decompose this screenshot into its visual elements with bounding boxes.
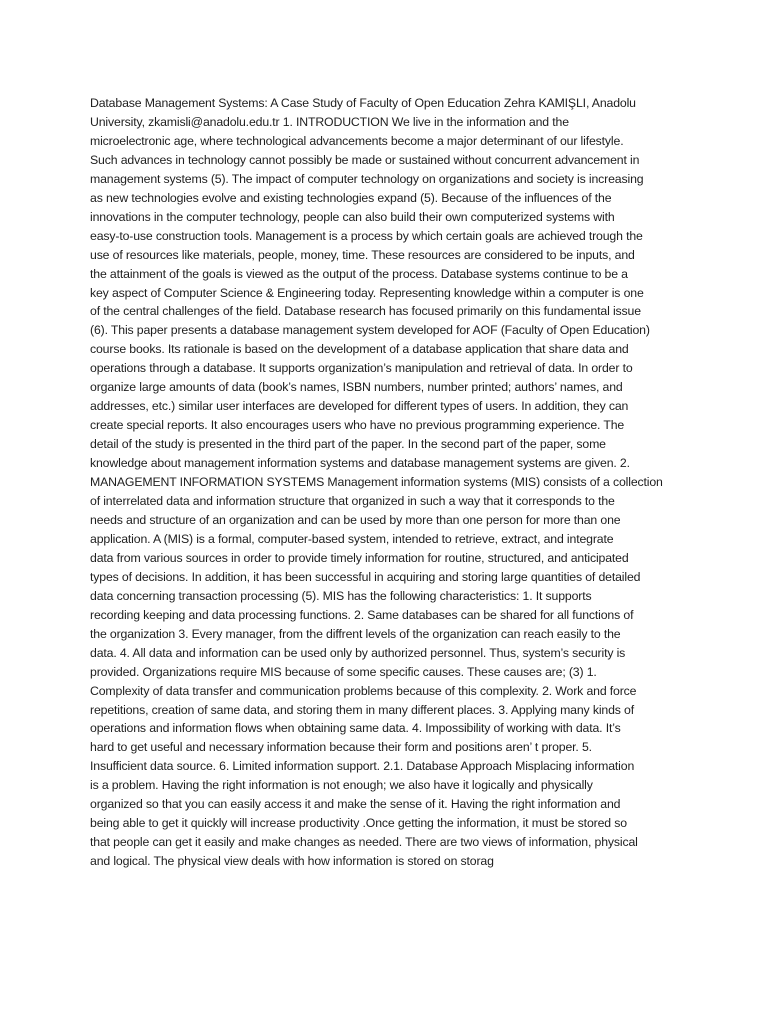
text-line: course books. Its rationale is based on the development of a database application that share data and — [90, 342, 629, 357]
text-line: create special reports. It also encourages users who have no previous programming experience. The — [90, 418, 625, 433]
text-line: microelectronic age, where technological advancements become a major determinant of our lifestyle. — [90, 133, 624, 148]
text-line: Such advances in technology cannot possibly be made or sustained without concurrent advancement in — [90, 152, 640, 167]
text-line: the attainment of the goals is viewed as the output of the process. Database systems continue to be a — [90, 266, 628, 281]
text-line: needs and structure of an organization and can be used by more than one person for more than one — [90, 512, 621, 527]
text-line: (6). This paper presents a database management system developed for AOF (Faculty of Open Education) — [90, 323, 650, 338]
text-line: University, zkamisli@anadolu.edu.tr 1. INTRODUCTION We live in the information and the — [90, 114, 569, 129]
text-line: Insufficient data source. 6. Limited information support. 2.1. Database Approach Misplacing information — [90, 759, 635, 774]
text-line: types of decisions. In addition, it has been successful in acquiring and storing large quantities of detailed — [90, 569, 641, 584]
text-line: of the central challenges of the field. Database research has focused primarily on this fundamental issue — [90, 304, 641, 319]
text-line: management systems (5). The impact of computer technology on organizations and society is increasing — [90, 171, 644, 186]
text-line: recording keeping and data processing functions. 2. Same databases can be shared for all functions of — [90, 607, 634, 622]
text-line: organized so that you can easily access it and make the sense of it. Having the right information and — [90, 797, 621, 812]
text-line: of interrelated data and information structure that organized in such a way that it corresponds to the — [90, 494, 615, 509]
text-line: MANAGEMENT INFORMATION SYSTEMS Management information systems (MIS) consists of a collection — [90, 475, 663, 490]
text-line: innovations in the computer technology, people can also build their own computerized systems with — [90, 209, 615, 224]
text-line: operations and information flows when obtaining same data. 4. Impossibility of working with data. It’s — [90, 721, 621, 736]
text-line: application. A (MIS) is a formal, computer-based system, intended to retrieve, extract, and integrate — [90, 531, 614, 546]
text-line: and logical. The physical view deals with how information is stored on storag — [90, 854, 494, 869]
document-body-text — [90, 94, 690, 871]
text-line: hard to get useful and necessary information because their form and positions aren’ t proper. 5. — [90, 740, 592, 755]
text-line: detail of the study is presented in the third part of the paper. In the second part of the paper, some — [90, 437, 606, 452]
text-line: easy-to-use construction tools. Management is a process by which certain goals are achieved trough the — [90, 228, 643, 243]
text-line: as new technologies evolve and existing technologies expand (5). Because of the influences of the — [90, 190, 612, 205]
text-line: Database Management Systems: A Case Study of Faculty of Open Education Zehra KAMIŞLI, Anadolu — [90, 96, 636, 110]
text-line: Complexity of data transfer and communication problems because of this complexity. 2. Work and force — [90, 683, 637, 698]
text-line: use of resources like materials, people, money, time. These resources are considered to be inputs, and — [90, 247, 635, 262]
text-line: organize large amounts of data (book’s names, ISBN numbers, number printed; authors’ names, and — [90, 380, 623, 395]
text-line: that people can get it easily and make changes as needed. There are two views of information, physical — [90, 835, 638, 850]
text-line: being able to get it quickly will increase productivity .Once getting the information, it must be stored so — [90, 816, 627, 831]
text-line: addresses, etc.) similar user interfaces are developed for different types of users. In addition, they can — [90, 399, 629, 414]
text-line: knowledge about management information systems and database management systems are given. 2. — [90, 456, 630, 471]
text-line: data concerning transaction processing (5). MIS has the following characteristics: 1. It supports — [90, 588, 592, 603]
text-line: operations through a database. It supports organization’s manipulation and retrieval of data. In order to — [90, 361, 633, 376]
text-line: the organization 3. Every manager, from the diffrent levels of the organization can reach easily to the — [90, 626, 621, 641]
text-line: is a problem. Having the right information is not enough; we also have it logically and physically — [90, 778, 593, 793]
text-line: data from various sources in order to provide timely information for routine, structured, and anticipated — [90, 550, 629, 565]
text-line: data. 4. All data and information can be used only by authorized personnel. Thus, system’s security is — [90, 645, 626, 660]
text-line: provided. Organizations require MIS because of some specific causes. These causes are; (3) 1. — [90, 664, 597, 679]
text-line: repetitions, creation of same data, and storing them in many different places. 3. Applying many kinds of — [90, 702, 634, 717]
text-line: key aspect of Computer Science & Engineering today. Representing knowledge within a computer is one — [90, 285, 644, 300]
